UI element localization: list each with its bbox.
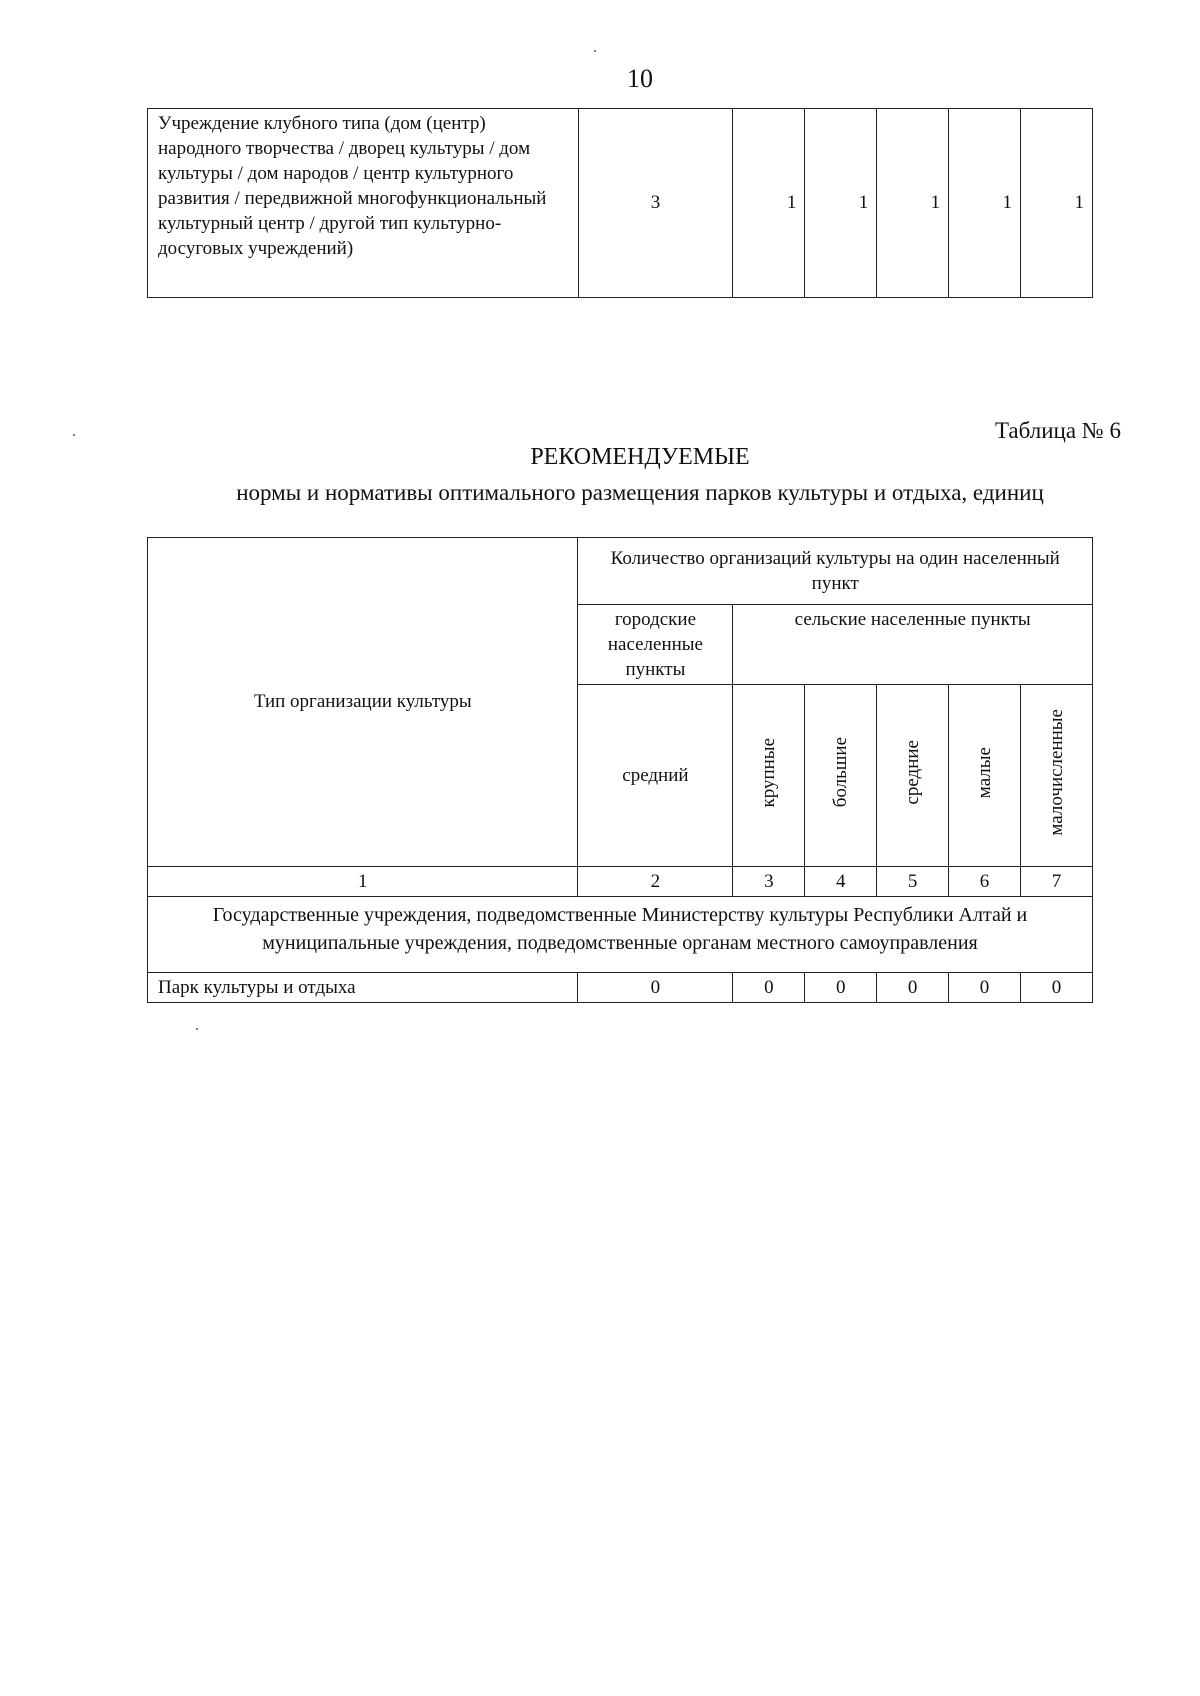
- column-number: 1: [148, 867, 578, 897]
- document-subheading: нормы и нормативы оптимального размещения парков культуры и отдыха, единиц: [236, 480, 1044, 505]
- continuation-table: [147, 108, 1093, 298]
- page-number: 10: [627, 64, 653, 93]
- document-heading: РЕКОМЕНДУЕМЫЕ: [530, 444, 750, 470]
- header-rural-medium: [877, 685, 949, 867]
- column-number: 4: [805, 867, 877, 897]
- column-number: 7: [1021, 867, 1093, 897]
- value-cell: 0: [1021, 973, 1093, 1003]
- value-cell: 3: [578, 109, 733, 298]
- organization-type-cell: Парк культуры и отдыха: [148, 973, 578, 1003]
- header-rural-small: [949, 685, 1021, 867]
- section-row: [148, 897, 1093, 973]
- value-cell: 1: [1021, 109, 1093, 298]
- organization-type-cell: Учреждение клубного типа (дом (центр) народного творчества / дворец культуры / дом культуры / дом народов / центр культурного развития / передвижной многофункциональный культурный центр / другой тип культурно-досуговых учреждений): [148, 109, 579, 298]
- header-organization-type: Тип организации культуры: [148, 538, 578, 867]
- table-label: Таблица № 6: [994, 418, 1121, 443]
- section-title: Государственные учреждения, подведомственные Министерству культуры Республики Алтай и муниципальные учреждения, подведомственные органам местного самоуправления: [148, 897, 1093, 973]
- table-row: [148, 973, 1093, 1003]
- value-cell: 1: [733, 109, 805, 298]
- column-number: 5: [877, 867, 949, 897]
- column-number: 6: [949, 867, 1021, 897]
- value-cell: 0: [949, 973, 1021, 1003]
- header-urban: городские населенные пункты: [578, 605, 733, 685]
- column-number: 3: [733, 867, 805, 897]
- header-rural-large: [733, 685, 805, 867]
- header-rural-sparse-label: малочисленные: [1045, 709, 1067, 836]
- header-medium: средний: [578, 685, 733, 867]
- column-number: 2: [578, 867, 733, 897]
- value-cell: 1: [805, 109, 877, 298]
- value-cell: 0: [877, 973, 949, 1003]
- header-count: Количество организаций культуры на один населенный пункт: [578, 538, 1093, 605]
- header-rural-small-label: малые: [973, 746, 995, 799]
- value-cell: 1: [877, 109, 949, 298]
- parks-norms-table: [147, 537, 1093, 1003]
- header-rural-sparse: [1021, 685, 1093, 867]
- table-row: [148, 109, 1093, 298]
- column-number-row: [148, 867, 1093, 897]
- header-rural-big-label: большие: [829, 737, 851, 808]
- scan-speck: [196, 1028, 198, 1030]
- value-cell: 1: [949, 109, 1021, 298]
- value-cell: 0: [805, 973, 877, 1003]
- value-cell: 0: [733, 973, 805, 1003]
- scan-speck: [594, 50, 596, 52]
- header-rural-large-label: крупные: [757, 737, 779, 808]
- value-cell: 0: [578, 973, 733, 1003]
- header-rural-big: [805, 685, 877, 867]
- header-row: [148, 538, 1093, 605]
- scan-speck: [73, 434, 75, 436]
- header-rural-medium-label: средние: [901, 740, 923, 805]
- header-rural: сельские населенные пункты: [733, 605, 1093, 685]
